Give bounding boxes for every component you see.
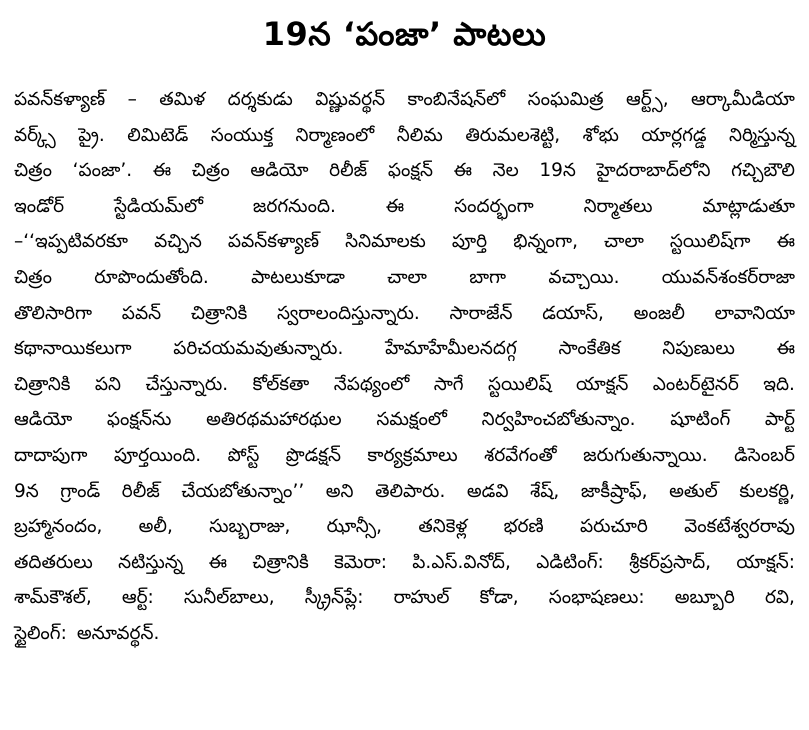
body-word: జరుగుతున్నాయి. <box>583 444 708 466</box>
body-line <box>14 580 795 616</box>
body-word: రవి, <box>764 587 795 609</box>
body-word: కథానాయికలుగా <box>14 338 132 360</box>
body-word: సాగే <box>433 373 464 395</box>
body-word: గ్రాండ్‌ <box>60 480 101 502</box>
body-word: భిన్నంగా, <box>513 231 578 253</box>
body-word: అడవి <box>466 480 509 502</box>
body-word: పూర్తయింది. <box>113 444 202 466</box>
body-line <box>14 224 795 260</box>
body-word: దాదాపుగా <box>14 444 88 466</box>
body-word: నేపథ్యంలో <box>333 373 410 395</box>
body-word: డిసెంబర్‌ <box>734 444 795 466</box>
body-word: ఈ <box>208 551 227 573</box>
body-word: నిపుణులు <box>662 338 735 360</box>
body-word: అని <box>325 480 354 502</box>
body-line <box>14 367 795 403</box>
body-word: పవన్‌కళ్యాణ్‌ <box>14 89 106 110</box>
body-word: ఇది. <box>763 373 795 395</box>
body-word: ఇండోర్‌ <box>14 195 65 217</box>
body-word: ఈ <box>385 195 405 217</box>
body-word: డయాస్‌, <box>542 302 604 324</box>
body-word: నెల <box>492 160 519 182</box>
article-headline: 19న ‘పంజా’ పాటలు <box>262 15 547 53</box>
body-word: సారాజేన్‌ <box>449 302 513 324</box>
body-word: ఆడియో <box>250 160 309 182</box>
body-word: ప్రొడక్షన్‌ <box>285 444 341 466</box>
body-word: అతుల్‌ <box>669 480 718 502</box>
body-word: ఈ <box>453 160 473 182</box>
body-word: ఎంటర్‌టైనర్‌ <box>652 373 739 395</box>
body-word: ఎడిటింగ్‌: <box>536 551 604 573</box>
body-line <box>14 82 795 118</box>
body-word: రిలీజ్‌ <box>121 480 160 502</box>
body-word: ఫంక్షన్‌ <box>387 160 434 182</box>
body-word: చాలా <box>387 266 427 288</box>
body-word: బ్రహ్మానందం, <box>14 516 103 538</box>
body-word: తిరుమలశెట్టి, <box>465 124 561 146</box>
body-word: సంయుక్త <box>210 124 274 146</box>
body-word: కెమెరా: <box>334 551 387 573</box>
body-line <box>14 438 795 474</box>
body-word: పని <box>94 373 122 395</box>
body-word: స్టేడియమ్‌లో <box>113 195 204 217</box>
body-word: యాక్షన్‌ <box>575 373 629 395</box>
body-word: ఆర్ట్స్‌, <box>625 89 669 110</box>
body-word: వచ్చిన <box>154 231 202 253</box>
body-word: అనూవర్థన్‌. <box>76 622 160 644</box>
body-word: వర్క్స్‌ <box>14 124 56 146</box>
body-word: దర్శకుడు <box>227 89 293 110</box>
body-word: పూర్తి <box>451 231 488 253</box>
body-word: చిత్రానికి <box>252 551 309 573</box>
body-word: కులకర్ణి, <box>739 480 795 502</box>
body-word: స్టైలింగ్‌: <box>14 622 67 644</box>
body-word: చిత్రం <box>14 160 52 182</box>
body-word: చిత్రానికి <box>14 373 71 395</box>
body-word: ఫంక్షన్‌ను <box>106 409 172 431</box>
body-word: పార్ట్‌ <box>764 409 795 431</box>
body-word: చేయబోతున్నాం’’ <box>181 480 305 502</box>
body-word: ఈ <box>776 231 795 253</box>
body-word: యాక్షన్‌: <box>736 551 795 573</box>
body-word: సునీల్‌బాలు, <box>183 587 275 609</box>
body-word: హేమాహేమీలనదగ్గ <box>385 338 517 360</box>
body-word: తనికెళ్ల <box>418 516 468 538</box>
body-word: చిత్రం <box>191 160 230 182</box>
body-word: విష్ణువర్థన్‌ <box>315 89 386 110</box>
body-word: శేష్‌, <box>530 480 560 502</box>
body-word: అబ్బూరి <box>674 587 735 609</box>
body-word: సమక్షంలో <box>376 409 447 431</box>
body-word: పోస్ట్‌ <box>227 444 260 466</box>
body-word: గచ్చిబౌలి <box>731 160 795 182</box>
body-word: తొలిసారిగా <box>14 302 93 324</box>
body-word: అతిరథమహారథుల <box>206 409 342 431</box>
body-word: ఝాన్సీ, <box>326 516 383 538</box>
body-word: శరవేగంతో <box>484 444 557 466</box>
body-word: 9న <box>14 480 39 502</box>
body-word: షూటింగ్‌ <box>670 409 731 431</box>
body-word: స్టయిలిష్‌గా <box>669 231 751 253</box>
body-word: కాంబినేషన్‌లో <box>407 89 506 110</box>
body-word: వచ్చాయి. <box>548 266 620 288</box>
body-word: పరిచయమవుతున్నారు. <box>173 338 344 360</box>
body-line <box>14 296 795 332</box>
body-word: లావానియా <box>714 302 795 324</box>
body-word: బాగా <box>469 266 507 288</box>
body-word: స్క్రీన్‌ప్లే: <box>304 587 364 609</box>
body-line <box>14 153 795 189</box>
body-word: నిర్మాణంలో <box>295 124 375 146</box>
body-word: సినిమాలకు <box>345 231 426 253</box>
body-word: ఆర్ట్‌: <box>121 587 154 609</box>
body-word: స్వరాలందిస్తున్నారు. <box>277 302 420 324</box>
body-word: అంజలీ <box>633 302 685 324</box>
body-word: పి.ఎస్‌.వినోద్‌, <box>412 551 511 573</box>
body-word: తమిళ <box>159 89 206 110</box>
body-line <box>14 402 795 438</box>
body-word: సందర్భంగా <box>454 195 534 217</box>
body-word: నిర్వహించబోతున్నాం. <box>481 409 636 431</box>
body-word: ఈ <box>776 338 795 360</box>
body-word: – <box>127 89 137 110</box>
body-line <box>14 474 795 510</box>
body-word: పరుచూరి <box>579 516 648 538</box>
body-word: కార్యక్రమాలు <box>367 444 458 466</box>
body-word: సంఘమిత్ర <box>527 89 604 110</box>
body-word: ఈ <box>152 160 172 182</box>
body-word: –‘‘ఇప్పటివరకూ <box>14 231 129 253</box>
body-word: రూపొందుతోంది. <box>94 266 209 288</box>
body-word: నిర్మిస్తున్న <box>729 124 795 146</box>
body-word: నిర్మాతలు <box>583 195 653 217</box>
body-word: హైదరాబాద్‌లోని <box>596 160 711 182</box>
body-word: కోడా, <box>479 587 519 609</box>
body-line <box>14 616 795 652</box>
body-line <box>14 260 795 296</box>
body-word: భరణి <box>503 516 544 538</box>
body-word: రిలీజ్‌ <box>329 160 368 182</box>
body-word: చాలా <box>604 231 644 253</box>
body-word: చిత్రానికి <box>190 302 248 324</box>
body-word: తదితరులు <box>14 551 93 573</box>
body-word: శ్రీకర్‌ప్రసాద్‌, <box>629 551 712 573</box>
body-word: ‘పంజా’. <box>72 160 133 182</box>
body-word: వెంకటేశ్వరరావు <box>684 516 795 538</box>
body-word: తెలిపారు. <box>375 480 446 502</box>
body-line <box>14 331 795 367</box>
body-word: సుబ్బరాజు, <box>209 516 291 538</box>
body-word: చేస్తున్నారు. <box>145 373 229 395</box>
body-word: లిమిటెడ్‌ <box>127 124 189 146</box>
body-word: ప్రై. <box>78 124 105 146</box>
article-body <box>14 82 795 652</box>
body-word: యువన్‌శంకర్‌రాజా <box>661 266 795 288</box>
body-word: జాకీష్రాఫ్‌, <box>580 480 648 502</box>
body-word: చిత్రం <box>14 266 52 288</box>
body-word: జరగనుంది. <box>252 195 336 217</box>
body-word: యార్లగడ్డ <box>641 124 707 146</box>
body-word: ఆడియో <box>14 409 73 431</box>
body-word: పవన్‌ <box>121 302 162 324</box>
body-word: నీలిమ <box>396 124 443 146</box>
body-word: పాటలుకూడా <box>251 266 345 288</box>
body-word: రాహుల్‌ <box>393 587 450 609</box>
body-word: పవన్‌కళ్యాణ్‌ <box>227 231 320 253</box>
body-line <box>14 509 795 545</box>
body-word: సంభాషణలు: <box>548 587 645 609</box>
body-word: మాట్లాడుతూ <box>702 195 795 217</box>
body-word: సాంకేతిక <box>558 338 621 360</box>
body-line <box>14 189 795 225</box>
body-word: స్టయిలిష్‌ <box>488 373 552 395</box>
body-word: అలీ, <box>138 516 173 538</box>
body-word: నటిస్తున్న <box>118 551 184 573</box>
body-word: ఆర్కామీడియా <box>691 89 795 110</box>
body-line <box>14 118 795 154</box>
body-word: కోల్‌కతా <box>252 373 310 395</box>
body-word: శామ్‌కౌశల్‌, <box>14 587 92 609</box>
body-word: శోభు <box>582 124 619 146</box>
body-word: 19న <box>539 160 576 182</box>
body-line <box>14 545 795 581</box>
